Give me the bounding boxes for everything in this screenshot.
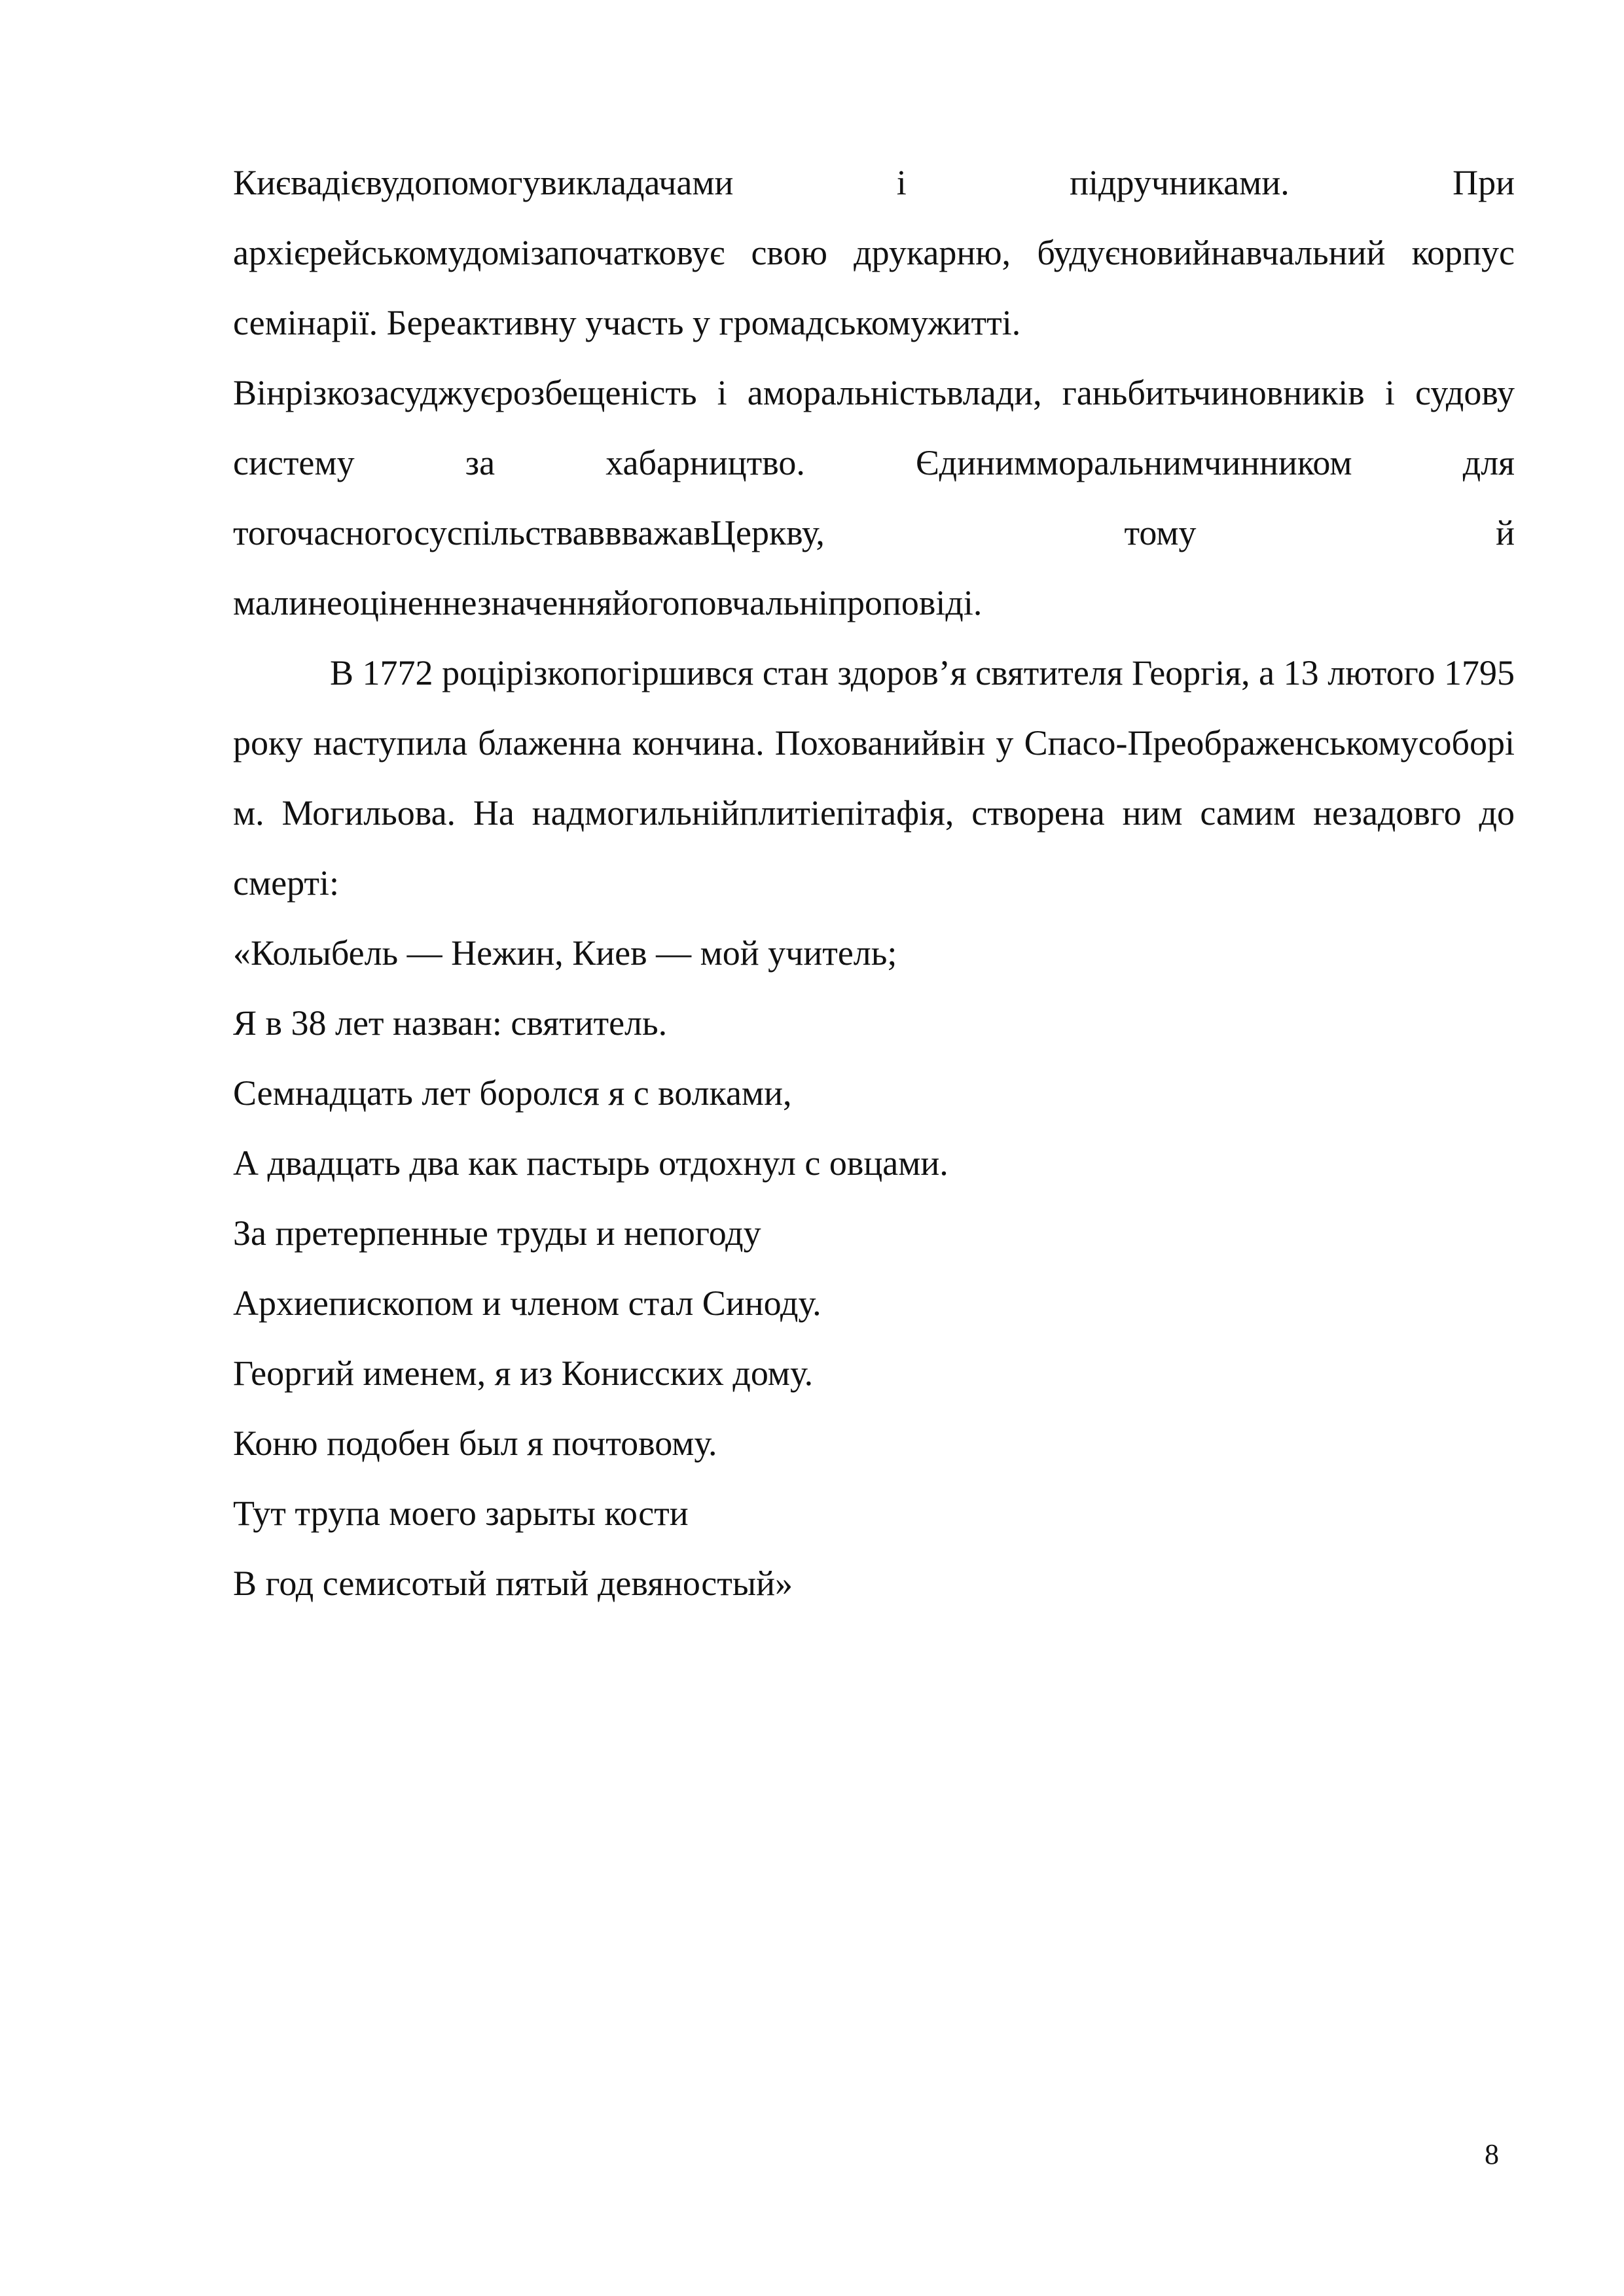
epitaph-verse xyxy=(233,918,1515,1619)
paragraph-1: Києвадієвудопомогувикладачами і підручниками. При архієрейськомудомізапочатковує свою друкарню, будуєновийнавчальний корпус семінарії. Береактивну участь у громадськомужитті. xyxy=(233,163,1515,342)
verse-line: Георгий именем, я из Конисских дому. xyxy=(233,1354,814,1393)
page-number: 8 xyxy=(1485,2138,1499,2170)
verse-line: Тут трупа моего зарыты кости xyxy=(233,1494,689,1533)
page-body xyxy=(233,148,1515,1619)
verse-line: «Колыбель — Нежин, Киев — мой учитель; xyxy=(233,933,897,973)
verse-line: В год семисотый пятый девяностый» xyxy=(233,1564,793,1603)
paragraph-2: Вінрізкозасуджуєрозбещеність і аморальністьвлади, ганьбитьчиновників і судову систему за хабарництво. Єдинимморальнимчинником для тогочасногосуспільстваввважавЦеркву, тому й малинеоціненнезначенняйогоповчальніпроповіді. xyxy=(233,373,1515,622)
verse-line: А двадцать два как пастырь отдохнул с овцами. xyxy=(233,1143,948,1183)
verse-line: Семнадцать лет боролся я с волками, xyxy=(233,1073,792,1113)
verse-line: Я в 38 лет назван: святитель. xyxy=(233,1003,668,1043)
paragraph-3: В 1772 роцірізкопогіршився стан здоров’я святителя Георгія, а 13 лютого 1795 року наступила блаженна кончина. Похованийвін у Спасо-Преображенськомусоборі м. Могильова. На надмогильнійплитіепітафія, створена ним самим незадовго до смерті: xyxy=(233,653,1515,903)
verse-line: Архиепископом и членом стал Синоду. xyxy=(233,1283,821,1323)
verse-line: За претерпенные труды и непогоду xyxy=(233,1213,761,1253)
verse-line: Коню подобен был я почтовому. xyxy=(233,1424,717,1463)
